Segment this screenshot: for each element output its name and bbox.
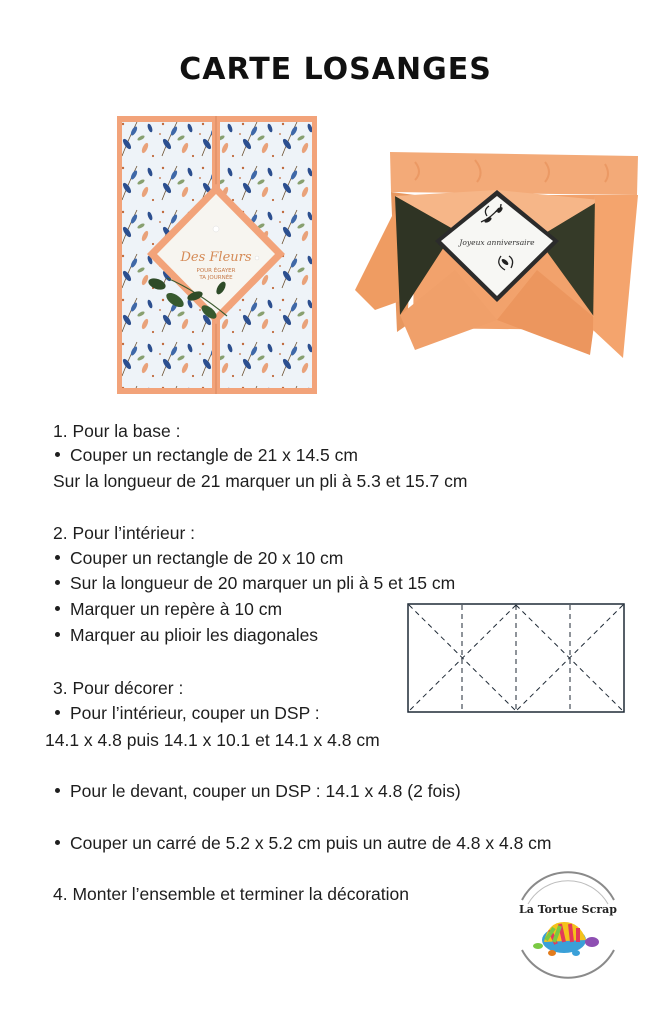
bullet (55, 788, 60, 793)
fold-diagram (407, 603, 625, 718)
step-1-heading: 1. Pour la base : (53, 421, 181, 441)
bullet (55, 632, 60, 637)
card-open-photo (355, 150, 640, 362)
bullet (55, 710, 60, 715)
step-2-bullet-3: Marquer un repère à 10 cm (70, 599, 283, 619)
bullet (55, 555, 60, 560)
step-3-line: 14.1 x 4.8 puis 14.1 x 10.1 et 14.1 x 4.8 cm (45, 730, 380, 750)
step-1-line: Sur la longueur de 21 marquer un pli à 5.3 et 15.7 cm (53, 471, 468, 491)
card-front-text-1: Des Fleurs (180, 250, 252, 265)
logo-text: La Tortue Scrap (519, 903, 617, 916)
step-2-heading: 2. Pour l’intérieur : (53, 523, 196, 543)
page-title: CARTE LOSANGES (179, 52, 492, 87)
step-3-bullet-1: Pour l’intérieur, couper un DSP : (70, 703, 320, 723)
step-2-bullet-1: Couper un rectangle de 20 x 10 cm (70, 548, 344, 568)
turtle-icon (533, 922, 599, 956)
card-front-text-2: POUR ÉGAYER (196, 268, 236, 274)
logo (508, 870, 628, 982)
step-1-bullet-1: Couper un rectangle de 21 x 14.5 cm (70, 445, 358, 465)
bullet (55, 840, 60, 845)
step-3-heading: 3. Pour décorer : (53, 678, 184, 698)
card-inside-text: Joyeux anniversaire (459, 238, 535, 247)
card-front-photo (117, 116, 317, 394)
bullet (55, 452, 60, 457)
bullet (55, 580, 60, 585)
step-2-bullet-2: Sur la longueur de 20 marquer un pli à 5 et 15 cm (70, 573, 456, 593)
step-2-bullet-4: Marquer au plioir les diagonales (70, 625, 319, 645)
step-3-bullet-3: Couper un carré de 5.2 x 5.2 cm puis un autre de 4.8 x 4.8 cm (70, 833, 552, 853)
bullet (55, 606, 60, 611)
card-front-text-3: TA JOURNÉE (199, 275, 233, 281)
step-3-bullet-2: Pour le devant, couper un DSP : 14.1 x 4.8 (2 fois) (70, 781, 461, 801)
step-4-heading: 4. Monter l’ensemble et terminer la décoration (53, 884, 410, 904)
